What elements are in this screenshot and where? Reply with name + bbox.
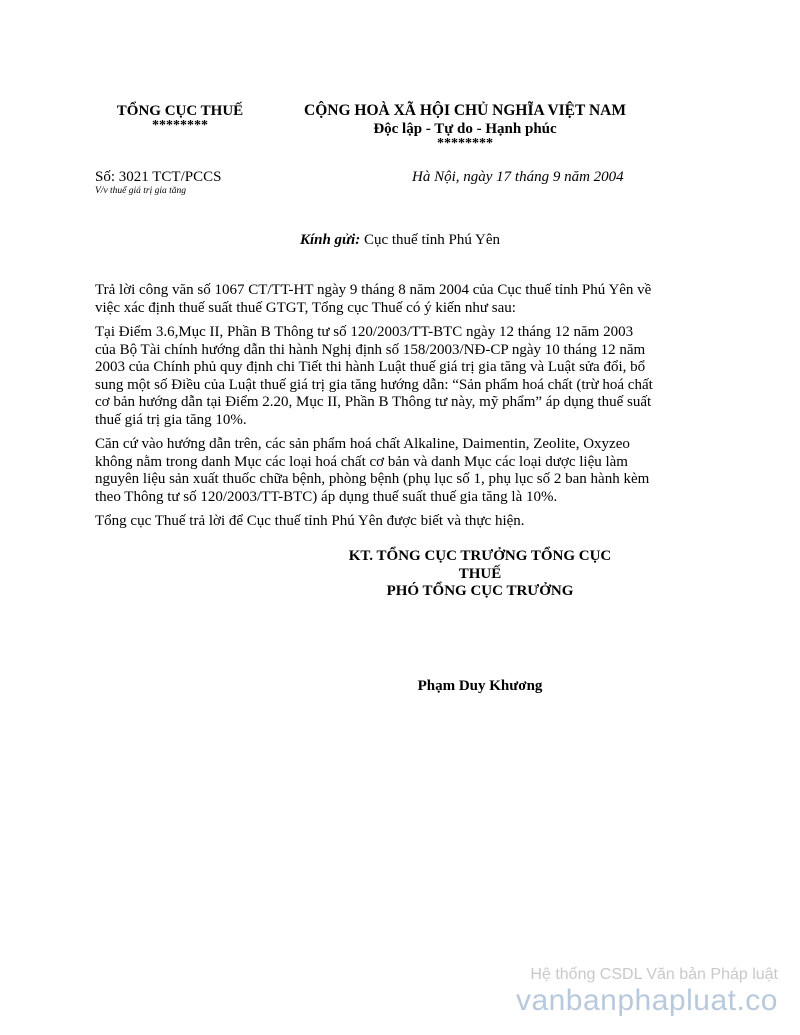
signature-block	[330, 548, 630, 601]
signer-name: Phạm Duy Khương	[417, 678, 543, 694]
recipient-name: Cục thuế tỉnh Phú Yên	[360, 232, 501, 248]
signature-title-line1: KT. TỔNG CỤC TRƯỞNG TỔNG CỤC	[348, 548, 612, 564]
national-motto: Độc lập - Tự do - Hạnh phúc	[373, 121, 557, 137]
body-paragraph: Tại Điểm 3.6,Mục II, Phần B Thông tư số 120/2003/TT-BTC ngày 12 tháng 12 năm 2003 của Bộ Tài chính hướng dẫn thi hành Nghị định số 158/2003/NĐ-CP ngày 10 tháng 12 năm 2003 của Chính phủ quy định chi Tiết thi hành Luật thuế giá trị gia tăng và Luật sửa đổi, bổ sung một số Điều của Luật thuế giá trị gia tăng hướng dẫn: “Sản phẩm hoá chất (trừ hoá chất cơ bản hướng dẫn tại Điểm 2.20, Mục II, Phần B Thông tư này, mỹ phẩm” áp dụng thuế suất thuế giá trị gia tăng 10%.	[95, 324, 653, 428]
signature-title-line2: THUẾ	[458, 565, 502, 582]
national-header-block	[280, 102, 650, 150]
body-paragraph: Tổng cục Thuế trả lời để Cục thuế tỉnh Phú Yên được biết và thực hiện.	[95, 513, 525, 529]
watermark-site: vanbanphapluat.co	[515, 984, 778, 1017]
national-title: CỘNG HOÀ XÃ HỘI CHỦ NGHĨA VIỆT NAM	[304, 102, 626, 119]
place-and-date: Hà Nội, ngày 17 tháng 9 năm 2004	[412, 169, 624, 185]
document-number: Số: 3021 TCT/PCCS	[95, 169, 222, 185]
motto-stars-separator: ********	[437, 136, 493, 151]
watermark-caption: Hệ thống CSDL Văn bản Pháp luật	[530, 966, 778, 983]
letter-body	[95, 282, 655, 538]
document-subject: V/v thuế giá trị gia tăng	[95, 186, 187, 196]
signature-title-line3: PHÓ TỔNG CỤC TRƯỞNG	[386, 583, 574, 599]
body-paragraph: Căn cứ vào hướng dẫn trên, các sản phẩm hoá chất Alkaline, Daimentin, Zeolite, Oxyzeo không nằm trong danh Mục các loại hoá chất cơ bản và danh Mục các loại dược liệu làm nguyên liệu sản xuất thuốc chữa bệnh, phòng bệnh (phụ lục số 1, phụ lục số 2 ban hành kèm theo Thông tư số 120/2003/TT-BTC) áp dụng thuế suất thuế gia tăng là 10%.	[95, 436, 650, 505]
body-paragraph: Trả lời công văn số 1067 CT/TT-HT ngày 9 tháng 8 năm 2004 của Cục thuế tỉnh Phú Yên về việc xác định thuế suất thuế GTGT, Tổng cục Thuế có ý kiến như sau:	[95, 282, 652, 316]
agency-stars-separator: ********	[152, 118, 208, 133]
recipient-line	[0, 232, 800, 249]
issuing-agency-block	[100, 102, 260, 132]
issuing-agency-name: TỔNG CỤC THUẾ	[116, 103, 244, 119]
recipient-label: Kính gửi:	[299, 232, 361, 248]
